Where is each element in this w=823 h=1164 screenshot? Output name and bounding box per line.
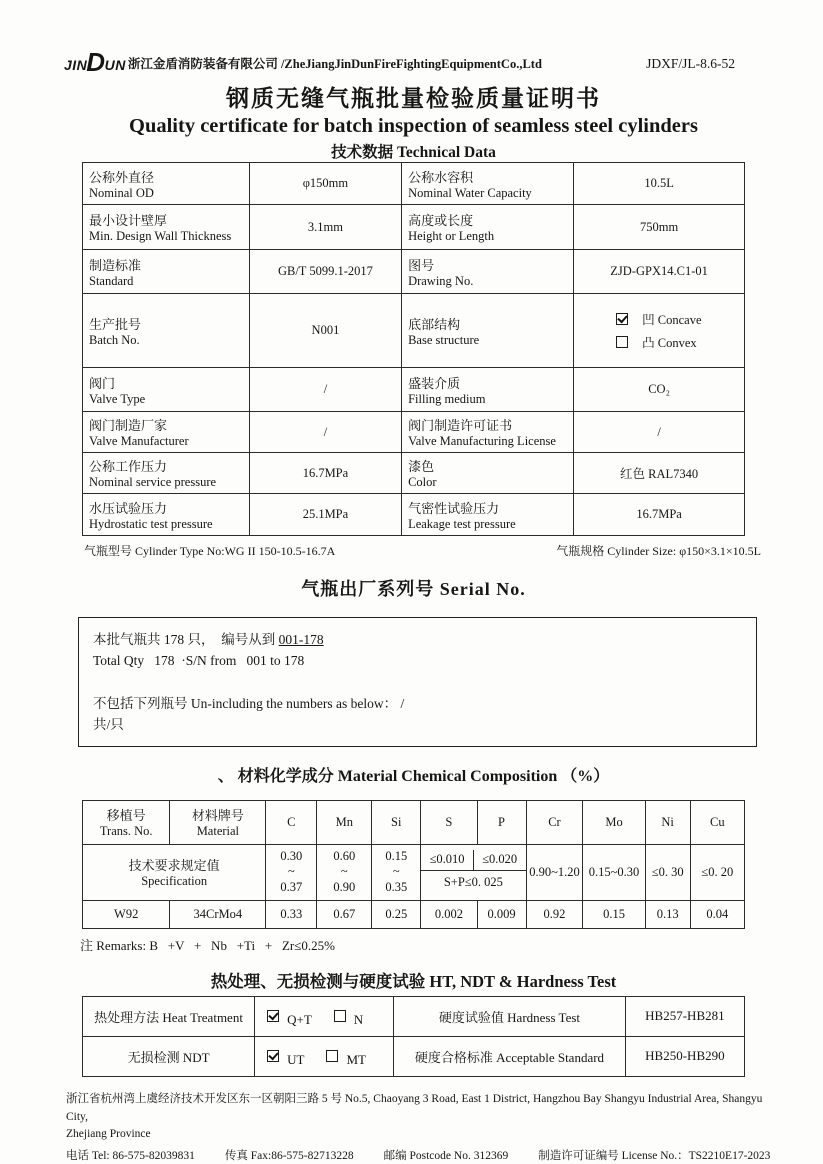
spec-value-s-plus-p: S+P≤0. 025 [443,874,503,889]
convex-checkbox-icon [616,336,628,348]
concave-option [578,310,740,328]
mt-label: MT [346,1052,366,1068]
field-value: 25.1MPa [249,494,401,536]
ndt-label: 无损检测 NDT [83,1036,255,1076]
footer-postcode: 邮编 Postcode No. 312369 [383,1150,509,1163]
cylinder-type: 气瓶型号 Cylinder Type No:WG II 150-10.5-16.7A [84,544,336,558]
field-label: 生产批号 Batch No. [83,294,250,368]
field-value: ZJD-GPX14.C1-01 [574,250,745,294]
table-row [83,368,745,412]
field-value: GB/T 5099.1-2017 [249,250,401,294]
field-label: 气密性试验压力 Leakage test pressure [402,494,574,536]
field-value: / [249,368,401,412]
title-english: Quality certificate for batch inspection of seamless steel cylinders [129,115,698,137]
footer-address-line1: 浙江省杭州湾上虞经济技术开发区东一区朝阳三路 5 号 No.5, Chaoyang 3 Road, East 1 District, Hangzhou Bay Shangyu Industrial Area, Shangyu City, [66,1092,763,1123]
field-value: 红色 RAL7340 [574,453,745,494]
chemical-composition-table [82,800,745,929]
field-value: 16.7MPa [574,494,745,536]
heat-treatment-options [255,996,394,1036]
spec-value-cr: 0.90~1.20 [526,844,583,900]
technical-data-table [82,162,745,536]
title-chinese: 钢质无缝气瓶批量检验质量证明书 [226,86,601,111]
base-structure-options [574,294,745,368]
n-checkbox-icon [334,1010,346,1022]
field-value: / [249,412,401,453]
table-row [83,205,745,250]
spec-value-cu: ≤0. 20 [690,844,744,900]
chemical-remarks: 注 Remarks: B +V + Nb +Ti + Zr≤0.25% [80,937,335,953]
spec-value-c: 0.30 ~ 0.37 [266,844,317,900]
hardness-test-label: 硬度试验值 Hardness Test [394,996,626,1036]
acceptable-standard-value: HB250-HB290 [625,1036,744,1076]
column-header: 移植号 Trans. No. [83,800,170,844]
table-row [83,453,745,494]
field-label: 制造标准 Standard [83,250,250,294]
ut-checkbox-icon [267,1050,279,1062]
column-header: Cu [690,800,744,844]
concave-label: 凹 Concave [642,313,702,327]
table-row [83,294,745,368]
serial-line-qty: 本批气瓶共 178 只， 编号从到 001-178 [93,632,324,647]
qt-checkbox-icon [267,1010,279,1022]
jindun-logo [64,47,126,77]
table-row [83,163,745,205]
spec-value-mn: 0.60 ~ 0.90 [317,844,372,900]
result-mo: 0.15 [583,900,645,928]
field-value: 3.1mm [249,205,401,250]
ut-label: UT [287,1052,305,1068]
document-code: JDXF/JL-8.6-52 [646,56,735,71]
company-name [128,54,542,72]
footer-tel: 电话 Tel: 86-575-82039831 [66,1150,195,1163]
field-label: 漆色 Color [402,453,574,494]
column-header: Si [372,800,421,844]
column-header: Mn [317,800,372,844]
field-label: 公称外直径 Nominal OD [83,163,250,205]
table-row [83,494,745,536]
field-label: 阀门制造许可证书 Valve Manufacturing License [402,412,574,453]
qt-label: Q+T [287,1012,312,1028]
result-trans-no: W92 [83,900,170,928]
serial-range: 001-178 [278,632,324,647]
result-p: 0.009 [477,900,526,928]
column-header: S [421,800,477,844]
convex-label: 凸 Convex [642,336,697,350]
field-label: 阀门制造厂家 Valve Manufacturer [83,412,250,453]
hardness-test-value: HB257-HB281 [625,996,744,1036]
n-label: N [353,1012,364,1028]
spec-value-ni: ≤0. 30 [645,844,690,900]
company-name-zh: 浙江金盾消防装备有限公司 [127,57,278,71]
table-row [83,412,745,453]
spec-value-s: ≤0.010 [421,850,474,870]
result-c: 0.33 [266,900,317,928]
spec-label: 技术要求规定值 Specification [83,844,266,900]
spec-value-mo: 0.15~0.30 [583,844,645,900]
chem-spec-row [83,844,745,900]
cylinder-type-size-line [84,542,761,559]
concave-checkbox-icon [616,313,628,325]
section-serial-no: 气瓶出厂系列号 Serial No. [301,579,526,599]
field-value: N001 [249,294,401,368]
result-s: 0.002 [421,900,477,928]
convex-option [578,333,740,351]
document-footer [66,1091,771,1164]
field-label: 盛装介质 Filling medium [402,368,574,412]
spacer [93,672,742,694]
spec-value-s-p [421,844,526,900]
document-header [64,47,763,77]
logo-text: JIN [64,57,88,73]
field-label: 公称水容积 Nominal Water Capacity [402,163,574,205]
column-header: Ni [645,800,690,844]
result-mn: 0.67 [317,900,372,928]
field-label: 水压试验压力 Hydrostatic test pressure [83,494,250,536]
chem-result-row [83,900,745,928]
chem-header-row [83,800,745,844]
column-header: Mo [583,800,645,844]
column-header: Cr [526,800,583,844]
table-row [83,1036,745,1076]
cylinder-size: 气瓶规格 Cylinder Size: φ150×3.1×10.5L [556,544,761,558]
field-value: 16.7MPa [249,453,401,494]
table-row [83,996,745,1036]
ht-ndt-table [82,996,745,1077]
serial-line-total: 共/只 [93,716,124,732]
field-label: 底部结构 Base structure [402,294,574,368]
result-material: 34CrMo4 [170,900,266,928]
mt-checkbox-icon [326,1050,338,1062]
logo-text-2: UN [104,57,126,73]
column-header: C [266,800,317,844]
heat-treatment-label: 热处理方法 Heat Treatment [83,996,255,1036]
ndt-options [255,1036,394,1076]
spec-value-si: 0.15 ~ 0.35 [372,844,421,900]
field-value: / [574,412,745,453]
spec-value-p: ≤0.020 [482,851,518,866]
result-si: 0.25 [372,900,421,928]
field-value: 10.5L [574,163,745,205]
section-technical-data: 技术数据 Technical Data [331,144,496,161]
field-label: 公称工作压力 Nominal service pressure [83,453,250,494]
section-chemical-composition: 、 材料化学成分 Material Chemical Composition （%） [217,767,610,785]
company-name-en: /ZheJiangJinDunFireFightingEquipmentCo.,Ltd [280,57,542,71]
field-label: 最小设计壁厚 Min. Design Wall Thickness [83,205,250,250]
serial-number-box [78,617,757,747]
result-ni: 0.13 [645,900,690,928]
footer-contacts [66,1148,771,1164]
result-cr: 0.92 [526,900,583,928]
serial-line-excluded: 不包括下列瓶号 Un-including the numbers as below： / [93,695,405,711]
column-header: P [477,800,526,844]
field-value: CO₂ [574,368,745,412]
footer-address-line2: Zhejiang Province [66,1128,151,1141]
acceptable-standard-label: 硬度合格标准 Acceptable Standard [394,1036,626,1076]
logo-text-d: D [86,47,106,77]
footer-license: 制造许可证编号 License No.：TS2210E17-2023 [538,1150,771,1163]
field-value: 750mm [574,205,745,250]
column-header: 材料牌号 Material [170,800,266,844]
section-ht-ndt-hardness: 热处理、无损检测与硬度试验 HT, NDT & Hardness Test [210,971,617,991]
serial-line-qty-en: Total Qty 178 ·S/N from 001 to 178 [93,652,305,668]
field-label: 高度或长度 Height or Length [402,205,574,250]
field-label: 图号 Drawing No. [402,250,574,294]
table-row [83,250,745,294]
result-cu: 0.04 [690,900,744,928]
field-label: 阀门 Valve Type [83,368,250,412]
footer-fax: 传真 Fax:86-575-82713228 [224,1150,354,1163]
field-value: φ150mm [249,163,401,205]
